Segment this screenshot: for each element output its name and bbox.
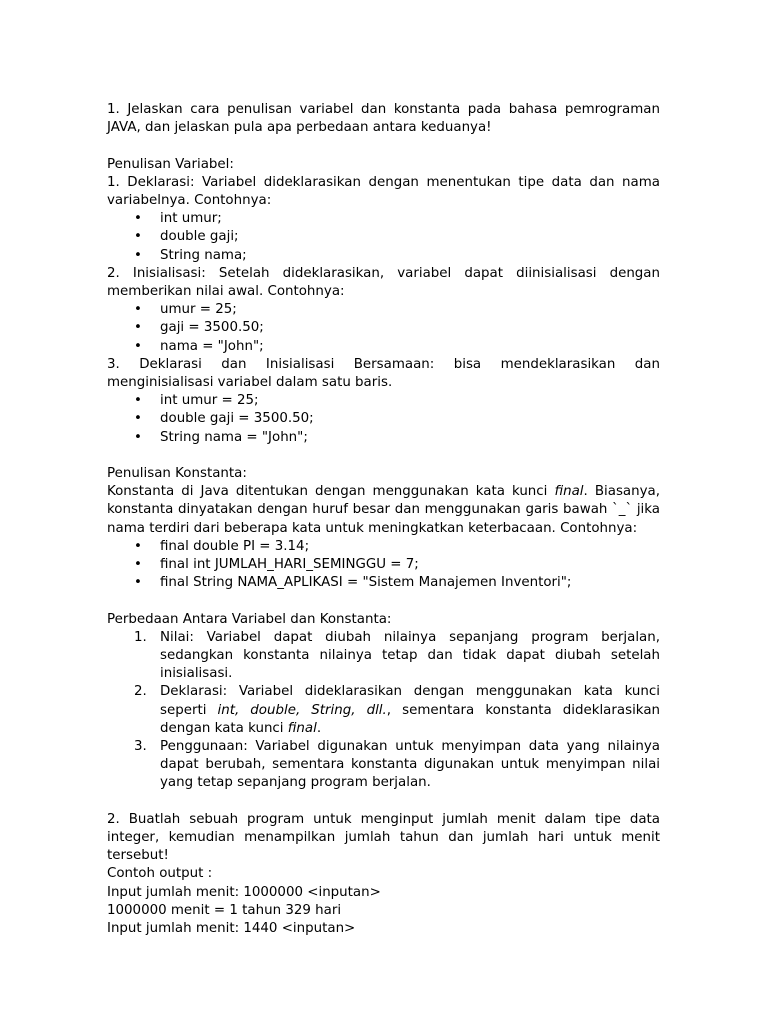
- item-number: 3.: [134, 739, 147, 755]
- list-item: • gaji = 3500.50;: [107, 319, 660, 337]
- spacer: [107, 137, 660, 155]
- list-item: • double gaji = 3500.50;: [107, 410, 660, 428]
- list-item: • nama = "John";: [107, 338, 660, 356]
- constant-heading: Penulisan Konstanta:: [107, 466, 247, 482]
- output-line: Input jumlah menit: 1440 <inputan>: [107, 921, 356, 937]
- keyword-final: final: [287, 720, 317, 736]
- step-3-examples: [107, 392, 660, 447]
- list-item: [107, 629, 660, 684]
- italic-types: int, double, String, dll.: [217, 702, 387, 718]
- list-item: • double gaji;: [107, 228, 660, 246]
- keyword-final: final: [554, 484, 584, 500]
- variable-step-1: 1. Deklarasi: Variabel dideklarasikan dengan menentukan tipe data dan nama variabelnya. Contohnya:: [107, 174, 660, 208]
- item-number: 1.: [134, 629, 147, 645]
- constant-paragraph: [107, 483, 660, 538]
- variable-step-3: 3. Deklarasi dan Inisialisasi Bersamaan: bisa mendeklarasikan dan menginisialisasi variabel dalam satu baris.: [107, 356, 660, 391]
- step-1-examples: [107, 210, 660, 265]
- spacer: [107, 793, 660, 811]
- question-2: 2. Buatlah sebuah program untuk menginput jumlah menit dalam tipe data integer, kemudian menampilkan jumlah tahun dan jumlah hari untuk menit tersebut!: [107, 811, 660, 864]
- item-text: Nilai: Variabel dapat diubah nilainya sepanjang program berjalan, sedangkan konstanta nilainya tetap dan tidak dapat diubah setelah inisialisasi.: [160, 629, 660, 682]
- output-line: 1000000 menit = 1 tahun 329 hari: [107, 902, 342, 918]
- text-segment: . Biasanya, konstanta dinyatakan dengan huruf besar dan menggunakan garis bawah `_` jika nama terdiri dari beberapa kata untuk meningkatkan keterbacaan. Contohnya:: [107, 484, 660, 536]
- difference-heading: Perbedaan Antara Variabel dan Konstanta:: [107, 611, 392, 627]
- output-label: Contoh output :: [107, 866, 213, 882]
- text-segment: .: [316, 720, 322, 736]
- list-item: • String nama;: [107, 247, 660, 265]
- step-2-examples: [107, 301, 660, 356]
- constant-examples: [107, 538, 660, 593]
- spacer: [107, 447, 660, 465]
- list-item: • final String NAMA_APLIKASI = "Sistem Manajemen Inventori";: [107, 574, 660, 592]
- difference-list: [107, 629, 660, 793]
- text-segment: , sementara konstanta dideklarasikan dengan kata kunci: [160, 702, 661, 736]
- list-item: • String nama = "John";: [107, 429, 660, 447]
- item-number: 2.: [134, 684, 147, 700]
- text-segment: Deklarasi: Variabel dideklarasikan dengan menggunakan kata kunci seperti: [160, 684, 660, 718]
- list-item: [107, 683, 660, 738]
- text-segment: Konstanta di Java ditentukan dengan menggunakan kata kunci: [107, 484, 555, 500]
- document-page: [107, 101, 660, 938]
- variable-step-2: 2. Inisialisasi: Setelah dideklarasikan, variabel dapat diinisialisasi dengan memberikan nilai awal. Contohnya:: [107, 265, 660, 300]
- list-item: • umur = 25;: [107, 301, 660, 319]
- spacer: [107, 592, 660, 610]
- list-item: • int umur = 25;: [107, 392, 660, 410]
- list-item: [107, 738, 660, 793]
- output-line: Input jumlah menit: 1000000 <inputan>: [107, 884, 381, 900]
- variable-heading: Penulisan Variabel:: [107, 156, 234, 172]
- list-item: • final int JUMLAH_HARI_SEMINGGU = 7;: [107, 556, 660, 574]
- item-text: Penggunaan: Variabel digunakan untuk menyimpan data yang nilainya dapat berubah, sementara konstanta digunakan untuk menyimpan nilai yang tetap sepanjang program berjalan.: [160, 739, 660, 791]
- list-item: • int umur;: [107, 210, 660, 228]
- question-1: 1. Jelaskan cara penulisan variabel dan konstanta pada bahasa pemrograman JAVA, dan jelaskan pula apa perbedaan antara keduanya!: [107, 102, 660, 136]
- list-item: • final double PI = 3.14;: [107, 538, 660, 556]
